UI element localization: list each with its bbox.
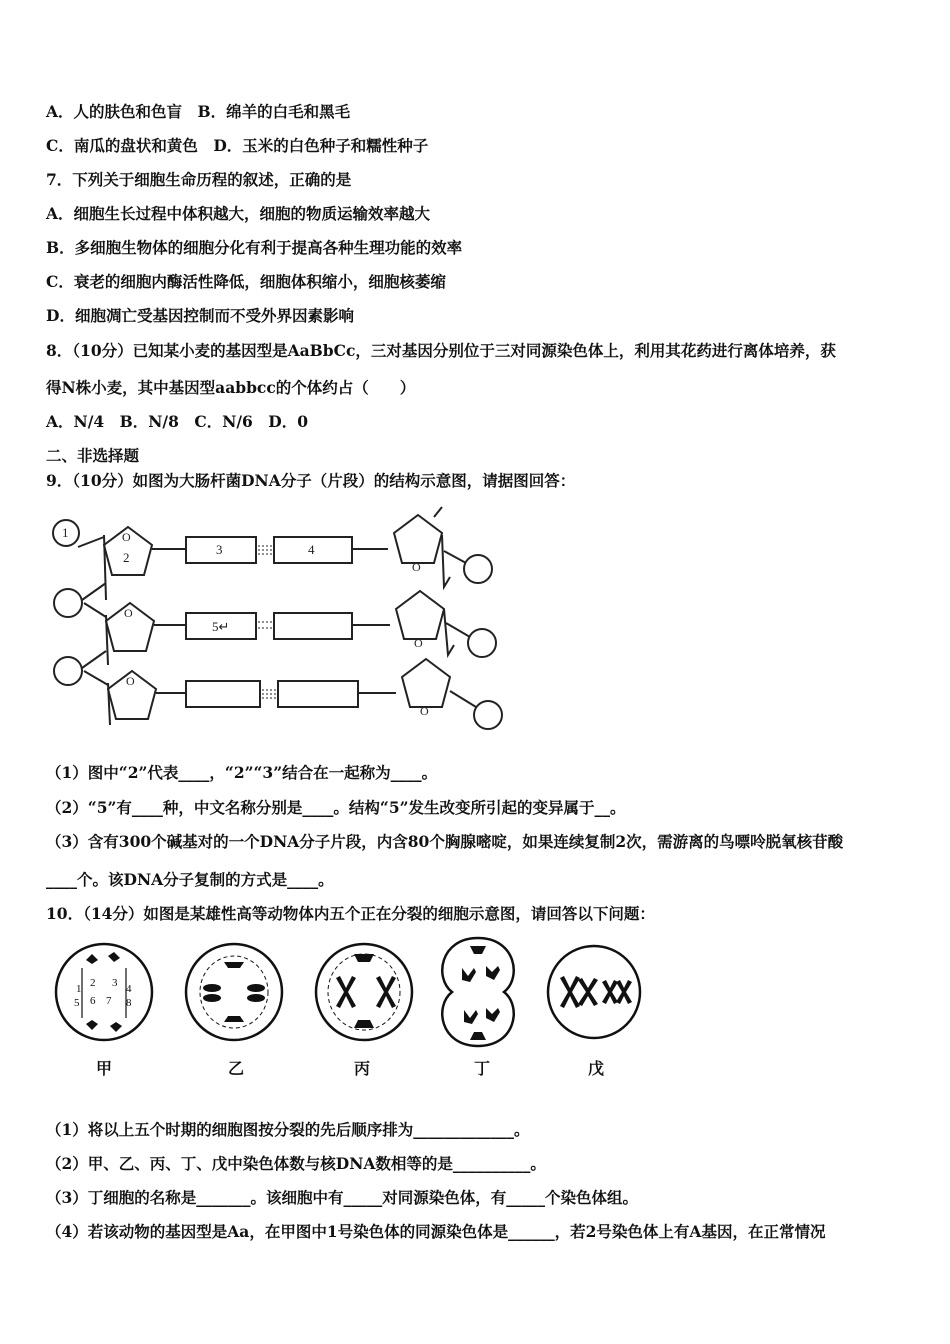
cell-label-wu: 戊 xyxy=(588,1061,605,1078)
phosphate-left-2 xyxy=(54,589,82,617)
phosphate-left-3 xyxy=(54,657,82,685)
svg-text:O: O xyxy=(124,606,133,620)
q7-stem: 7．下列关于细胞生命历程的叙述，正确的是 xyxy=(46,170,352,189)
q9-sub1: （1）图中“2”代表____，“2”“3”结合在一起称为____。 xyxy=(46,763,438,782)
jia-num-5: 5 xyxy=(74,997,80,1009)
label-3: 3 xyxy=(216,542,223,557)
q7-option-a: A．细胞生长过程中体积越大，细胞的物质运输效率越大 xyxy=(46,204,431,223)
svg-text:O: O xyxy=(414,636,423,650)
jia-num-6: 6 xyxy=(90,995,96,1007)
cell-division-diagram xyxy=(46,932,666,1082)
q7-option-b: B．多细胞生物体的细胞分化有利于提高各种生理功能的效率 xyxy=(46,238,463,257)
cell-yi xyxy=(186,944,282,1040)
jia-num-1: 1 xyxy=(76,983,82,995)
q6-options-line2: C．南瓜的盘状和黄色 D．玉米的白色种子和糯性种子 xyxy=(46,136,429,155)
base-pair-right-2 xyxy=(274,613,352,639)
deoxyribose-right-2 xyxy=(396,591,444,639)
jia-num-7: 7 xyxy=(106,995,112,1007)
section-2-heading: 二、非选择题 xyxy=(46,446,140,465)
q7-option-c: C．衰老的细胞内酶活性降低，细胞体积缩小，细胞核萎缩 xyxy=(46,272,446,291)
svg-text:O: O xyxy=(412,560,421,574)
deoxyribose-right-3 xyxy=(402,659,450,707)
q7-option-d: D．细胞凋亡受基因控制而不受外界因素影响 xyxy=(46,306,354,325)
cell-label-bing: 丙 xyxy=(354,1061,371,1078)
cell-wu xyxy=(548,946,640,1038)
q9-sub3-line1: （3）含有300个碱基对的一个DNA分子片段，内含80个胸腺嘧啶，如果连续复制2次，需游离的鸟嘌呤脱氧核苷酸 xyxy=(46,832,844,851)
phosphate-right-2 xyxy=(468,629,496,657)
cell-label-ding: 丁 xyxy=(474,1061,491,1078)
q9-sub3-line2: ____个。该DNA分子复制的方式是____。 xyxy=(46,870,334,889)
cell-bing xyxy=(316,944,412,1040)
deoxyribose-right-1 xyxy=(394,515,442,563)
cell-ding xyxy=(442,938,513,1046)
q9-stem: 9．（10分）如图为大肠杆菌DNA分子（片段）的结构示意图，请据图回答： xyxy=(46,471,576,490)
phosphate-right-1 xyxy=(464,555,492,583)
label-4: 4 xyxy=(308,542,315,557)
q10-stem: 10．（14分）如图是某雄性高等动物体内五个正在分裂的细胞示意图，请回答以下问题： xyxy=(46,904,655,923)
svg-text:O: O xyxy=(122,530,131,544)
jia-num-8: 8 xyxy=(126,997,132,1009)
q10-sub1: （1）将以上五个时期的细胞图按分裂的先后顺序排为_____________。 xyxy=(46,1120,530,1139)
q8-stem-line2: 得N株小麦，其中基因型aabbcc的个体约占（ ） xyxy=(46,378,416,397)
label-2: 2 xyxy=(123,550,130,565)
cell-label-jia: 甲 xyxy=(96,1061,113,1078)
q8-options: A．N/4 B．N/8 C．N/6 D．0 xyxy=(46,412,309,431)
q9-sub2: （2）“5”有____种，中文名称分别是____。结构“5”发生改变所引起的变异属于__。 xyxy=(46,798,626,817)
dna-structure-diagram xyxy=(46,505,516,740)
svg-text:O: O xyxy=(420,704,429,718)
q10-sub3: （3）丁细胞的名称是_______。该细胞中有_____对同源染色体，有_____个染色体组。 xyxy=(46,1188,639,1207)
q10-sub4: （4）若该动物的基因型是Aa，在甲图中1号染色体的同源染色体是______，若2号染色体上有A基因，在正常情况 xyxy=(46,1222,826,1241)
label-5: 5↵ xyxy=(212,619,230,634)
q10-sub2: （2）甲、乙、丙、丁、戊中染色体数与核DNA数相等的是__________。 xyxy=(46,1154,546,1173)
phosphate-right-3 xyxy=(474,701,502,729)
q8-stem-line1: 8．（10分）已知某小麦的基因型是AaBbCc，三对基因分别位于三对同源染色体上，利用其花药进行离体培养，获 xyxy=(46,341,836,360)
svg-text:O: O xyxy=(126,674,135,688)
jia-num-3: 3 xyxy=(112,977,118,989)
base-pair-right-3 xyxy=(278,681,358,707)
cell-label-yi: 乙 xyxy=(228,1061,245,1078)
jia-num-4: 4 xyxy=(126,983,132,995)
label-1: 1 xyxy=(62,525,69,540)
cell-jia xyxy=(56,944,152,1040)
base-pair-left-3 xyxy=(186,681,260,707)
jia-num-2: 2 xyxy=(90,977,96,989)
q6-options-line1: A．人的肤色和色盲 B．绵羊的白毛和黑毛 xyxy=(46,102,351,121)
